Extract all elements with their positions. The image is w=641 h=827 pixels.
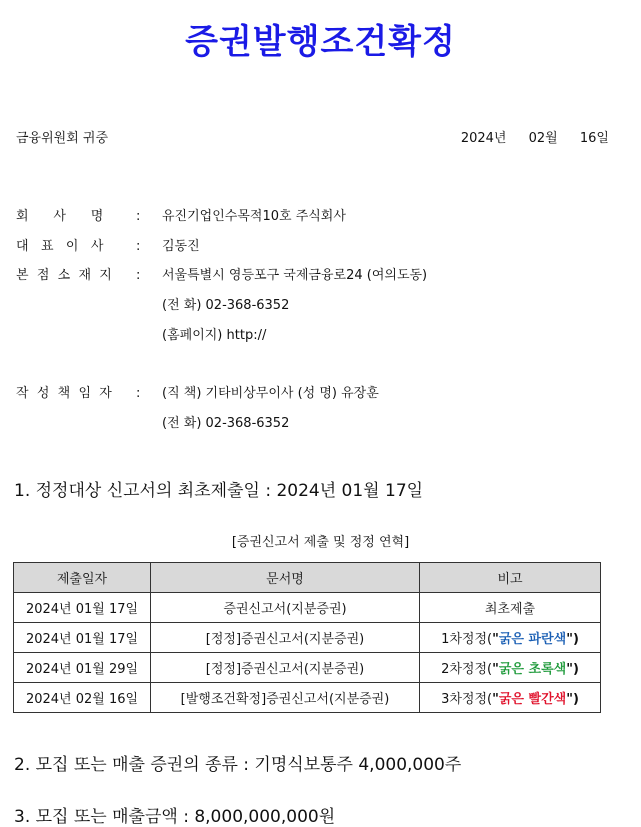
note-color-label: 굵은 초록색 bbox=[498, 662, 567, 677]
table-row bbox=[14, 683, 601, 713]
cell-date: 2024년 01월 17일 bbox=[14, 593, 151, 623]
header-document: 문서명 bbox=[151, 563, 420, 593]
company-label: 회 사 명 bbox=[16, 209, 104, 224]
company-row bbox=[16, 207, 346, 227]
filing-history-table bbox=[13, 562, 601, 713]
note-prefix: 2차정정( bbox=[441, 662, 493, 677]
cell-date: 2024년 01월 17일 bbox=[14, 623, 151, 653]
ceo-name: 김동진 bbox=[162, 239, 200, 254]
table-header-row bbox=[14, 563, 601, 593]
header-note: 비고 bbox=[420, 563, 601, 593]
cell-document: [정정]증권신고서(지분증권) bbox=[151, 653, 420, 683]
filing-year: 2024년 bbox=[460, 131, 507, 146]
preparer-phone: (전 화) 02-368-6352 bbox=[162, 416, 290, 431]
colon: : bbox=[136, 209, 141, 224]
colon: : bbox=[136, 268, 141, 283]
cell-note: 3차정정("굵은 빨간색") bbox=[420, 683, 601, 713]
section-3-offering-amount: 3. 모집 또는 매출금액 : 8,000,000,000원 bbox=[14, 807, 336, 827]
hq-label: 본 점 소 재 지 bbox=[16, 268, 112, 283]
cell-date: 2024년 01월 29일 bbox=[14, 653, 151, 683]
preparer-info: (직 책) 기타비상무이사 (성 명) 유장훈 bbox=[162, 386, 379, 401]
section-1-initial-filing: 1. 정정대상 신고서의 최초제출일 : 2024년 01월 17일 bbox=[14, 481, 424, 501]
ceo-row bbox=[16, 237, 200, 257]
colon: : bbox=[136, 386, 141, 401]
table-row bbox=[14, 653, 601, 683]
cell-document: [정정]증권신고서(지분증권) bbox=[151, 623, 420, 653]
note-prefix: 1차정정( bbox=[441, 632, 493, 647]
hq-homepage: (홈페이지) http:// bbox=[162, 328, 267, 343]
section-2-security-type: 2. 모집 또는 매출 증권의 종류 : 기명식보통주 4,000,000주 bbox=[14, 755, 462, 775]
colon: : bbox=[136, 239, 141, 254]
hq-address: 서울특별시 영등포구 국제금융로24 (여의도동) bbox=[162, 268, 428, 283]
cell-note: 1차정정("굵은 파란색") bbox=[420, 623, 601, 653]
note-color-label: 굵은 빨간색 bbox=[498, 692, 567, 707]
table-row bbox=[14, 623, 601, 653]
cell-date: 2024년 02월 16일 bbox=[14, 683, 151, 713]
table-caption: [증권신고서 제출 및 정정 연혁] bbox=[231, 535, 410, 550]
filing-date bbox=[443, 127, 609, 146]
preparer-label: 작 성 책 임 자 bbox=[16, 386, 112, 401]
hq-phone: (전 화) 02-368-6352 bbox=[162, 298, 290, 313]
table-row bbox=[14, 593, 601, 623]
filing-day: 16일 bbox=[579, 131, 609, 146]
document-title: 증권발행조건확정 bbox=[185, 22, 456, 62]
header-date: 제출일자 bbox=[14, 563, 151, 593]
preparer-row bbox=[16, 384, 379, 404]
cell-note: 2차정정("굵은 초록색") bbox=[420, 653, 601, 683]
addressee: 금융위원회 귀중 bbox=[16, 131, 109, 146]
cell-document: 증권신고서(지분증권) bbox=[151, 593, 420, 623]
ceo-label: 대 표 이 사 bbox=[16, 239, 104, 254]
filing-month: 02월 bbox=[528, 131, 558, 146]
cell-note: 최초제출 bbox=[420, 593, 601, 623]
company-name: 유진기업인수목적10호 주식회사 bbox=[162, 209, 346, 224]
cell-document: [발행조건확정]증권신고서(지분증권) bbox=[151, 683, 420, 713]
note-color-label: 굵은 파란색 bbox=[498, 632, 567, 647]
hq-row bbox=[16, 266, 427, 286]
note-prefix: 3차정정( bbox=[441, 692, 493, 707]
